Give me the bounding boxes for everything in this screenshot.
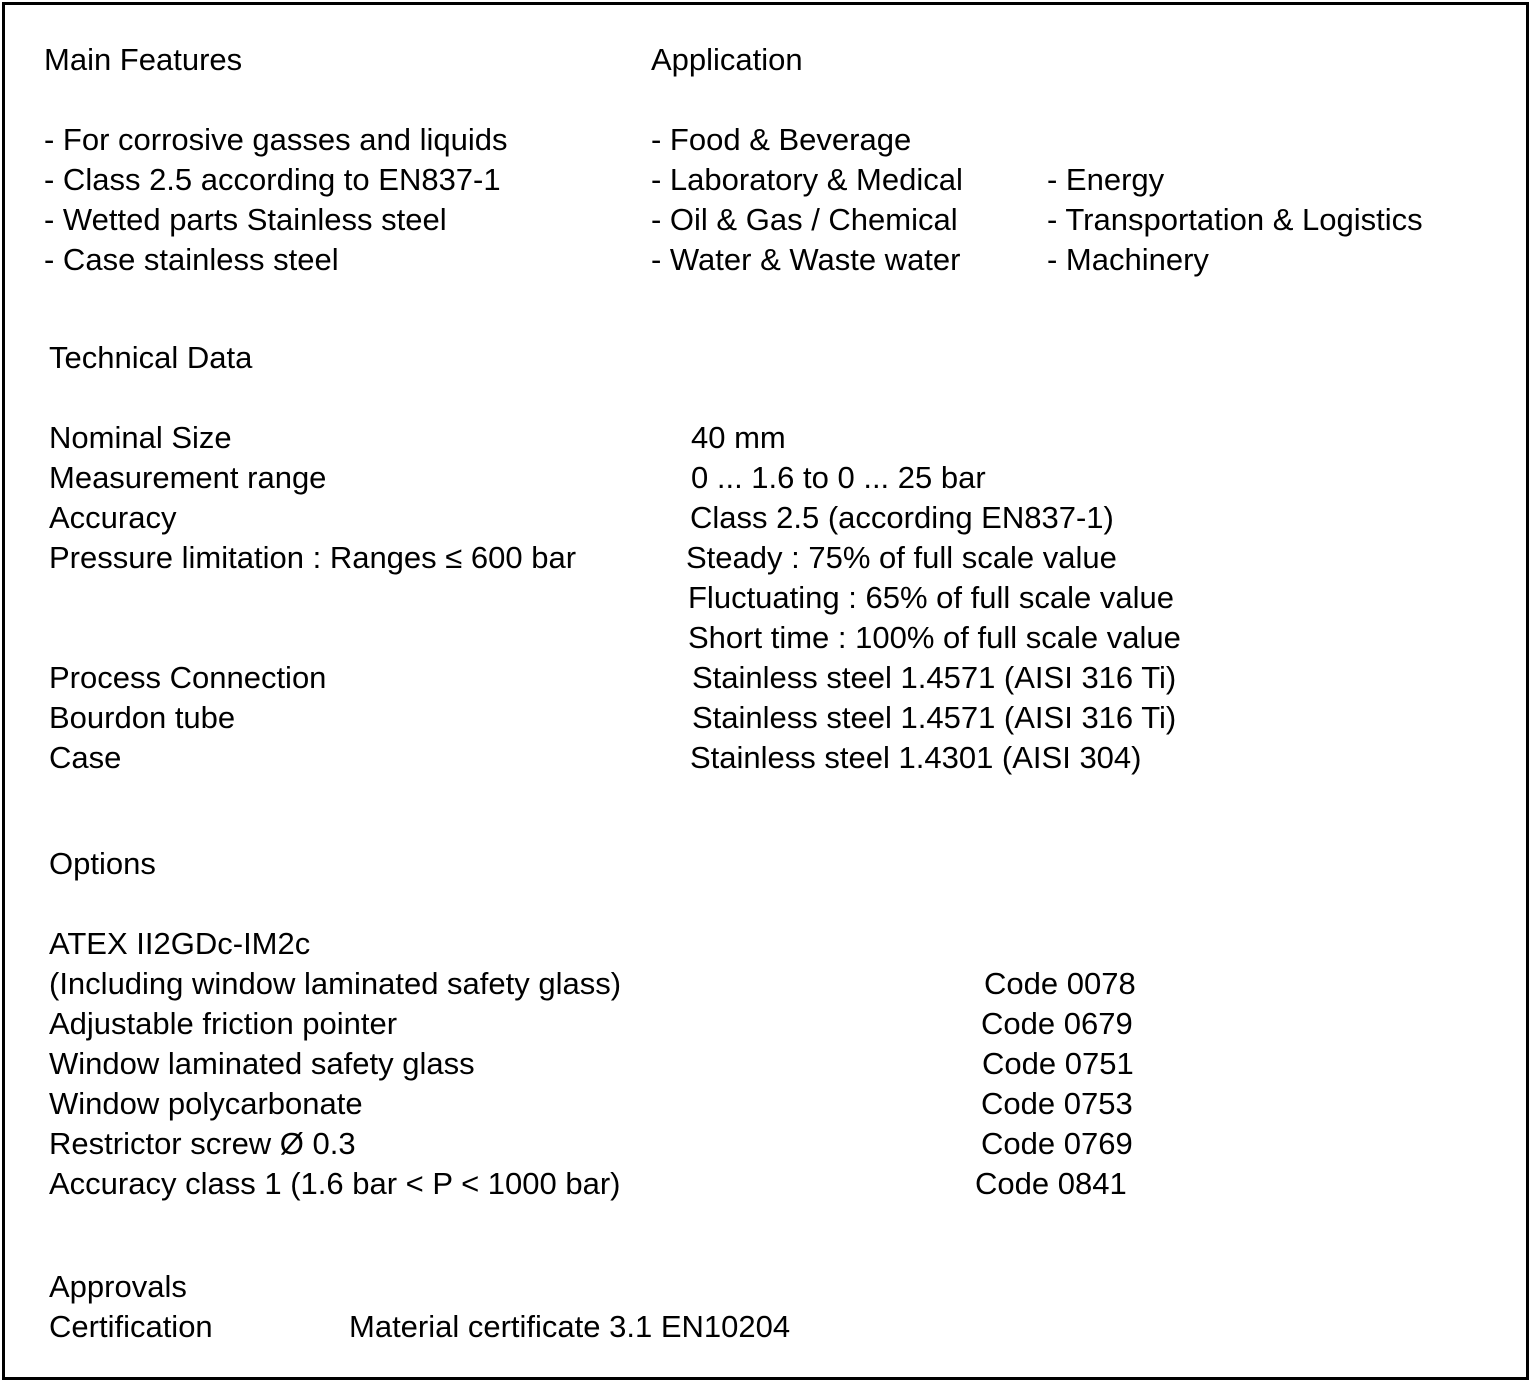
technical-data-title: Technical Data	[49, 340, 253, 375]
tech-value: Short time : 100% of full scale value	[688, 620, 1181, 655]
tech-value: Fluctuating : 65% of full scale value	[688, 580, 1174, 615]
feature-item: - Case stainless steel	[44, 242, 339, 277]
tech-value: Stainless steel 1.4301 (AISI 304)	[690, 740, 1142, 775]
option-code: Code 0753	[981, 1086, 1133, 1121]
tech-label: Nominal Size	[49, 420, 232, 455]
option-label: Restrictor screw Ø 0.3	[49, 1126, 356, 1161]
application-item: - Food & Beverage	[651, 122, 912, 157]
option-label: (Including window laminated safety glass)	[49, 966, 622, 1001]
application-item: - Machinery	[1047, 242, 1209, 277]
option-label: Adjustable friction pointer	[49, 1006, 398, 1041]
application-item: - Water & Waste water	[651, 242, 961, 277]
option-code: Code 0751	[982, 1046, 1134, 1081]
main-features-title: Main Features	[44, 42, 243, 77]
option-code: Code 0679	[981, 1006, 1133, 1041]
options-header-line: ATEX II2GDc-IM2c	[49, 926, 311, 961]
application-item: - Transportation & Logistics	[1047, 202, 1423, 237]
tech-label: Pressure limitation : Ranges ≤ 600 bar	[49, 540, 577, 575]
feature-item: - Class 2.5 according to EN837-1	[44, 162, 501, 197]
approvals-title: Approvals	[49, 1269, 187, 1304]
option-label: Accuracy class 1 (1.6 bar < P < 1000 bar)	[49, 1166, 621, 1201]
option-label: Window laminated safety glass	[49, 1046, 475, 1081]
application-item: - Energy	[1047, 162, 1165, 197]
tech-value: Steady : 75% of full scale value	[686, 540, 1117, 575]
certification-value: Material certificate 3.1 EN10204	[349, 1309, 791, 1344]
tech-value: Class 2.5 (according EN837-1)	[690, 500, 1114, 535]
tech-label: Case	[49, 740, 122, 775]
tech-value: Stainless steel 1.4571 (AISI 316 Ti)	[692, 660, 1177, 695]
certification-label: Certification	[49, 1309, 213, 1344]
tech-value: 0 ... 1.6 to 0 ... 25 bar	[691, 460, 986, 495]
application-item: - Laboratory & Medical	[651, 162, 963, 197]
tech-value: Stainless steel 1.4571 (AISI 316 Ti)	[692, 700, 1177, 735]
application-title: Application	[651, 42, 803, 77]
option-code: Code 0078	[984, 966, 1136, 1001]
tech-label: Accuracy	[49, 500, 177, 535]
option-label: Window polycarbonate	[49, 1086, 363, 1121]
option-code: Code 0769	[981, 1126, 1133, 1161]
tech-label: Bourdon tube	[49, 700, 236, 735]
feature-item: - Wetted parts Stainless steel	[44, 202, 447, 237]
option-code: Code 0841	[975, 1166, 1127, 1201]
application-item: - Oil & Gas / Chemical	[651, 202, 958, 237]
options-title: Options	[49, 846, 156, 881]
tech-label: Measurement range	[49, 460, 327, 495]
feature-item: - For corrosive gasses and liquids	[44, 122, 508, 157]
tech-value: 40 mm	[691, 420, 786, 455]
tech-label: Process Connection	[49, 660, 327, 695]
